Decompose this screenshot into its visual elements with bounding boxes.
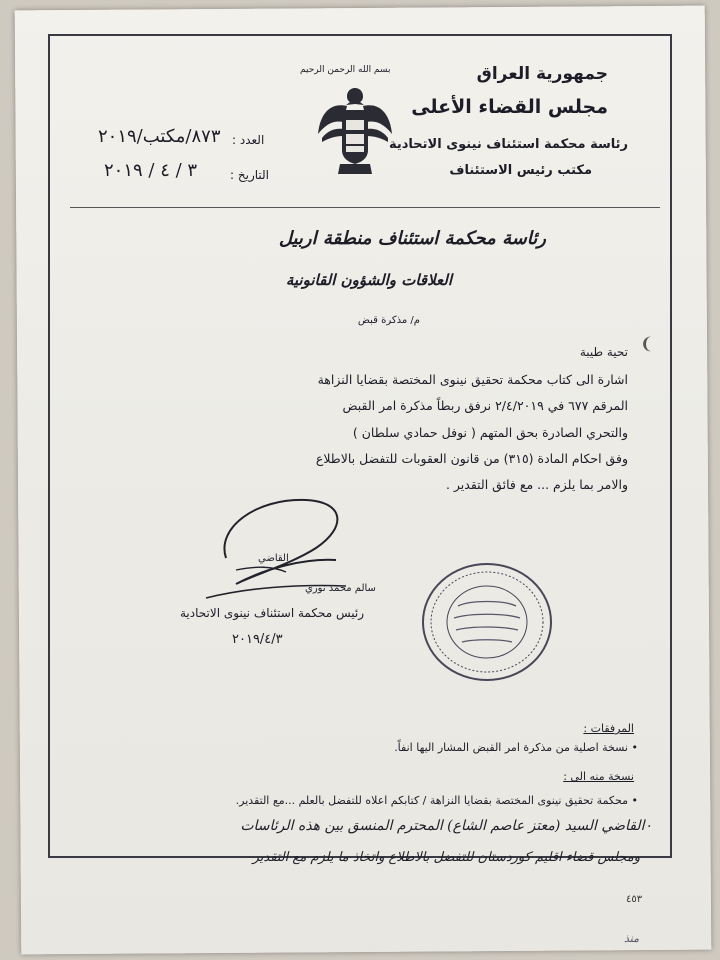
body-line-2: المرقم ٦٧٧ في ٢/٤/٢٠١٩ نرفق ربطاً مذكرة امر القبض: [342, 398, 628, 413]
body-line-3: والتحري الصادرة بحق المتهم ( نوفل حمادي سلطان ): [352, 425, 628, 440]
handwritten-line-2: ومجلس قضاء اقليم كوردستان للتفضل بالاطلاع واتخاذ ما يلزم مع التقدير: [252, 850, 640, 865]
margin-mark-icon: ❨: [640, 334, 654, 353]
basmala-text: بسم الله الرحمن الرحيم: [300, 65, 391, 75]
copies-heading: نسخة منه الى :: [563, 770, 634, 783]
signature-date: ٢٠١٩/٤/٣: [232, 632, 283, 647]
attachment-item: • نسخة اصلية من مذكرة امر القبض المشار اليها انفاً.: [394, 741, 638, 754]
body-line-5: والامر بما يلزم ... مع فائق التقدير .: [445, 477, 628, 492]
handwritten-line-1: ٠القاضي السيد (معتز عاصم الشاع) المحترم المنسق بين هذه الرئاسات: [240, 818, 652, 834]
copy-item: • محكمة تحقيق نينوى المختصة بقضايا النزاهة / كتابكم اعلاه للتفضل بالعلم ...مع التقدير.: [235, 794, 638, 807]
attachments-heading: المرفقات :: [583, 722, 634, 735]
court-presidency: رئاسة محكمة استئناف نينوى الاتحادية: [388, 137, 628, 152]
judge-name: سالم محمد نوري: [305, 583, 376, 594]
official-seal-icon: [418, 558, 556, 686]
body-line-1: اشارة الى كتاب محكمة تحقيق نينوى المختصة بقضايا النزاهة: [317, 372, 628, 387]
eagle-emblem-icon: [316, 84, 394, 180]
page-mark: ٤٥٣: [626, 894, 643, 905]
number-label: العدد :: [232, 133, 265, 147]
body-line-4: وفق احكام المادة (٣١٥) من قانون العقوبات للتفضل بالاطلاع: [315, 451, 628, 466]
number-value: ٨٧٣/مكتب/٢٠١٩: [98, 126, 221, 147]
date-label: التاريخ :: [230, 168, 270, 182]
footer-note: منذ: [624, 932, 639, 945]
country-name: جمهورية العراق: [476, 64, 608, 84]
judge-title: رئيس محكمة استئناف نينوى الاتحادية: [180, 606, 365, 620]
council-name: مجلس القضاء الأعلى: [411, 96, 608, 118]
subject-line: م/ مذكرة قبض: [357, 315, 420, 326]
header-divider: [70, 207, 660, 208]
office-name: مكتب رئيس الاستئناف: [449, 163, 592, 178]
greeting-line: تحية طيبة: [579, 345, 628, 359]
date-value: ٣ / ٤ / ٢٠١٩: [104, 160, 198, 181]
judge-label: القاضي: [258, 553, 289, 564]
recipient-line-2: العلاقات والشؤون القانونية: [285, 271, 452, 289]
recipient-line-1: رئاسة محكمة استئناف منطقة اربيل: [278, 228, 546, 249]
